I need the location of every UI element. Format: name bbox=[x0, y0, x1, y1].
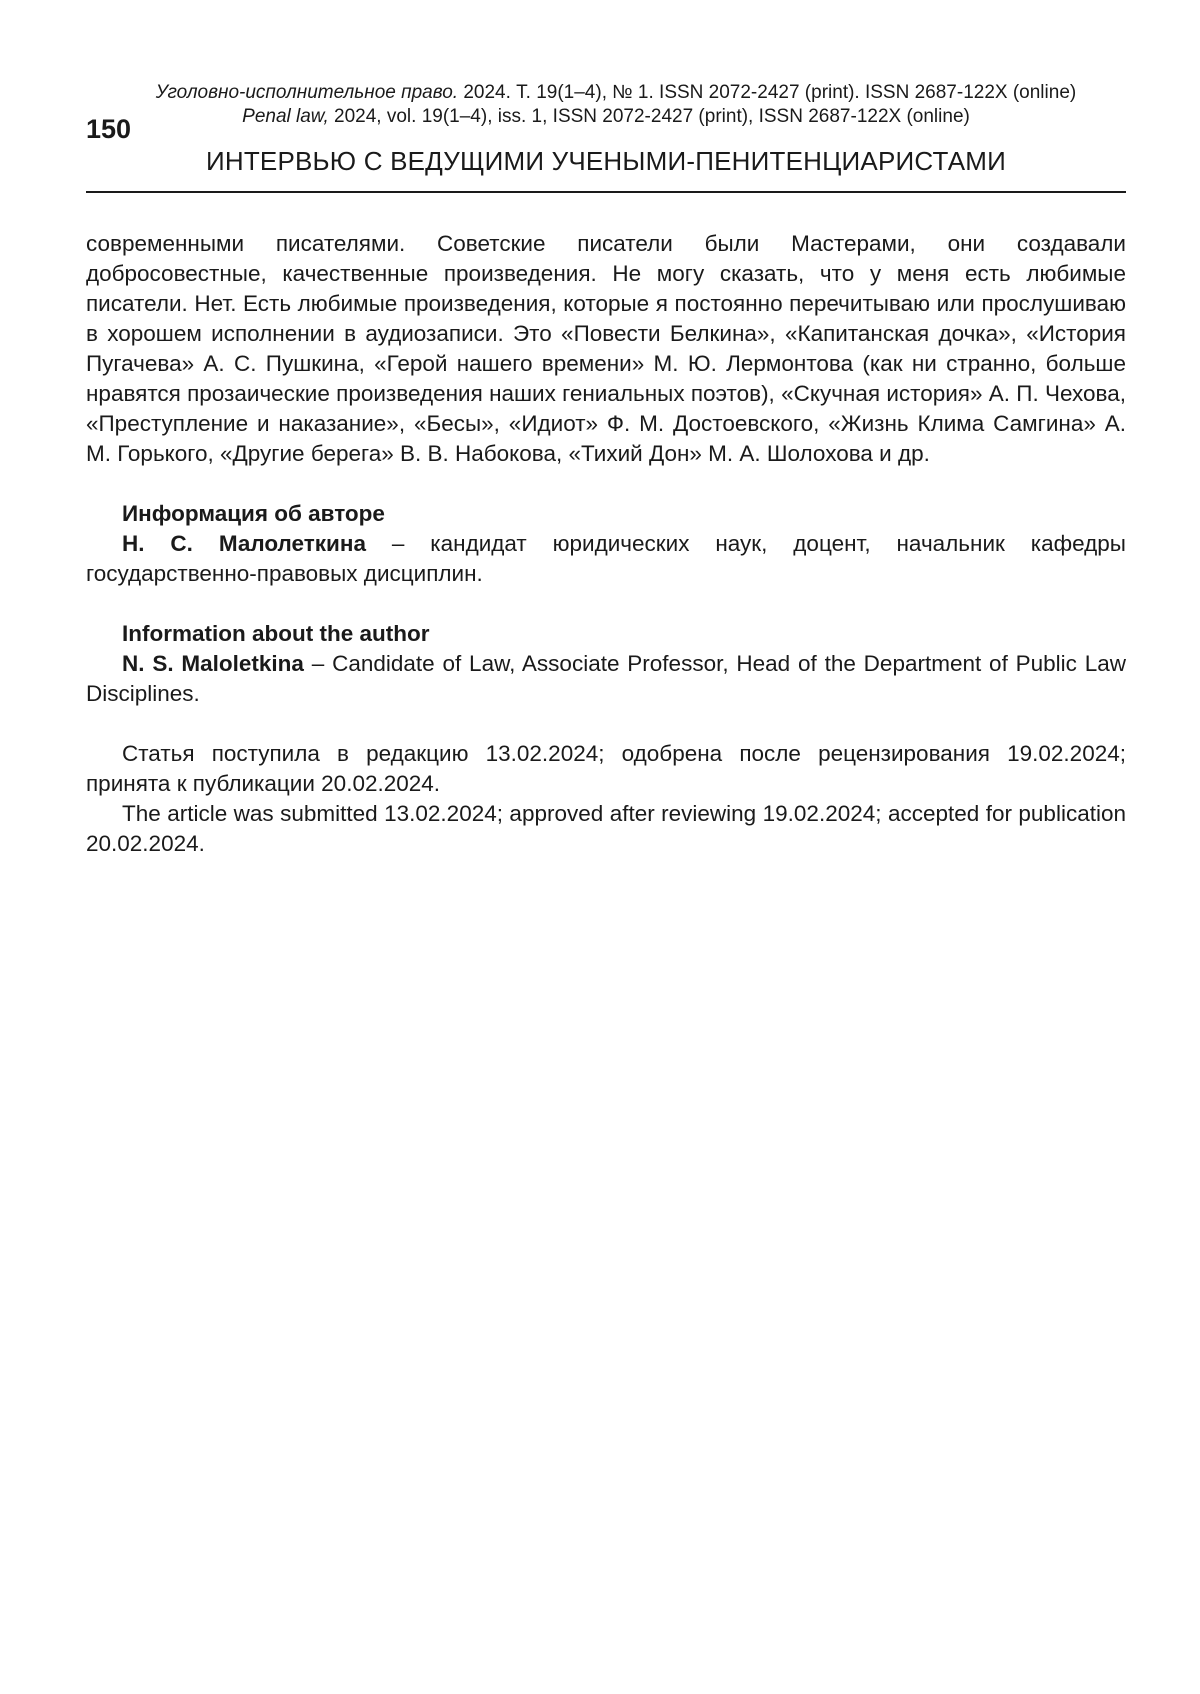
author-name-en: N. S. Maloletkina bbox=[122, 651, 304, 676]
article-body bbox=[86, 229, 1126, 859]
journal-title-en: Penal law, bbox=[242, 106, 329, 127]
journal-details-en: 2024, vol. 19(1–4), iss. 1, ISSN 2072-2427 (print), ISSN 2687-122X (online) bbox=[328, 106, 970, 127]
spacer bbox=[86, 709, 1126, 739]
author-info-heading-ru: Информация об авторе bbox=[122, 501, 385, 526]
author-info-en bbox=[86, 649, 1126, 709]
author-description-en: – Candidate of Law, Associate Professor, Head of the Department of Public Law Disciplines. bbox=[86, 651, 1127, 706]
author-description-ru: – кандидат юридических наук, доцент, начальник кафедры государственно-правовых дисциплин. bbox=[86, 531, 1126, 586]
author-info-ru bbox=[86, 529, 1126, 589]
journal-details-ru: 2024. Т. 19(1–4), № 1. ISSN 2072-2427 (print). ISSN 2687-122X (online) bbox=[458, 82, 1077, 103]
running-header bbox=[86, 0, 1126, 196]
journal-citation-ru bbox=[86, 81, 1126, 105]
author-info-heading-en: Information about the author bbox=[122, 621, 430, 646]
submission-dates-en: The article was submitted 13.02.2024; approved after reviewing 19.02.2024; accepted for publication 20.02.2024. bbox=[86, 801, 1126, 856]
spacer bbox=[86, 589, 1126, 619]
spacer bbox=[86, 469, 1126, 499]
journal-page bbox=[86, 0, 1126, 1694]
section-title: ИНТЕРВЬЮ С ВЕДУЩИМИ УЧЕНЫМИ-ПЕНИТЕНЦИАРИСТАМИ bbox=[205, 146, 1007, 176]
body-paragraph: современными писателями. Советские писатели были Мастерами, они создавали добросовестные, качественные произведения. Не могу сказать, что у меня есть любимые писатели. Нет. Есть любимые произведения, которые я постоянно перечитываю или прослушиваю в хорошем исполнении в аудиозаписи. Это «Повести Белкина», «Капитанская дочка», «История Пугачева» А. С. Пушкина, «Герой нашего времени» М. Ю. Лермонтова (как ни странно, больше нравятся прозаические произведения наших гениальных поэтов), «Скучная история» А. П. Чехова, «Преступление и наказание», «Бесы», «Идиот» Ф. М. Достоевского, «Жизнь Клима Самгина» А. М. Горького, «Другие берега» В. В. Набокова, «Тихий Дон» М. А. Шолохова и др. bbox=[86, 231, 1126, 466]
header-divider bbox=[86, 191, 1126, 193]
journal-title-ru: Уголовно-исполнительное право. bbox=[155, 82, 459, 103]
page-number: 150 bbox=[86, 114, 132, 144]
journal-citation-en bbox=[86, 105, 1126, 129]
submission-dates-ru: Статья поступила в редакцию 13.02.2024; одобрена после рецензирования 19.02.2024; принята к публикации 20.02.2024. bbox=[86, 741, 1126, 796]
author-name-ru: Н. С. Малолеткина bbox=[122, 531, 366, 556]
